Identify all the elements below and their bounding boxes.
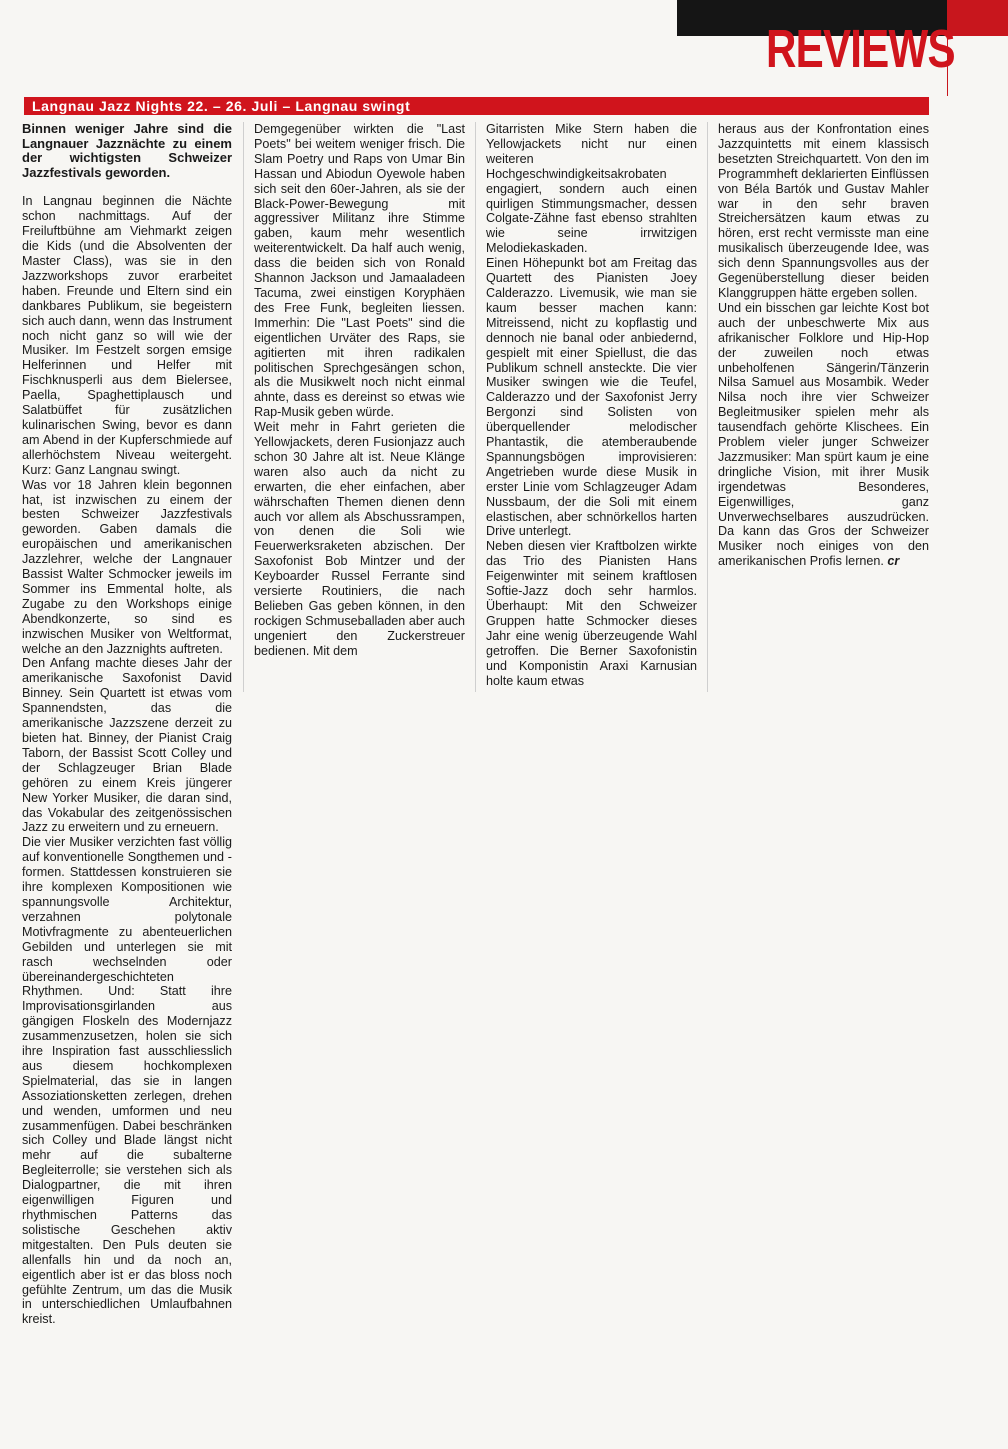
author-signature: cr bbox=[887, 554, 900, 569]
paragraph-text: Und ein bisschen gar leichte Kost bot auch der unbeschwerte Mix aus afrikanischer Folklore und Hip-Hop der zuweilen noch etwas unbeholfenen Sängerin/Tänzerin Nilsa Samuel aus Mosambik. Weder Nilsa noch ihre vier Schweizer Begleitmusiker spielen mehr als tausendfach gehörte Klischees. Ein Problem vieler junger Schweizer Jazzmusiker: Man spürt kaum je eine dringliche Vision, mit ihrer Musik irgendetwas Besonderes, Eigenwilliges, ganz Unverwechselbares auszudrücken. Da kann das Gros der Schweizer Musiker noch einiges von den amerikanischen Profis lernen. bbox=[718, 300, 929, 569]
column-rule bbox=[243, 122, 244, 692]
paragraph: Gitarristen Mike Stern haben die Yellowjackets nicht nur einen weiteren Hochgeschwindigkeitsakrobaten engagiert, sondern auch einen quirligen Stimmungsmacher, dessen Colgate-Zähne fast ebenso strahlten wie seine irrwitzigen Melodiekaskaden. bbox=[486, 122, 697, 256]
paragraph: Was vor 18 Jahren klein begonnen hat, ist inzwischen zu einem der besten Schweizer Jazzfestivals geworden. Gaben damals die europäischen und amerikanischen Jazzlehrer, welche der Langnauer Bassist Walter Schmocker jeweils im Sommer ins Emmental holte, als Zugabe zu den Workshops einige Abendkonzerte, so sind es inzwischen Musiker von Weltformat, welche an den Jazznights auftreten. bbox=[22, 477, 232, 656]
paragraph: Demgegenüber wirkten die "Last Poets" bei weitem weniger frisch. Die Slam Poetry und Raps von Umar Bin Hassan und Abiodun Oyewole haben sich seit den 60er-Jahren, als sie der Black-Power-Bewegung mit aggressiver Militanz ihre Stimme gaben, kaum mehr wesentlich weiterentwickelt. Da half auch wenig, dass die beiden sich von Ronald Shannon Jackson und Jamaaladeen Tacuma, zwei einstigen Koryphäen des Free Funk, begleiten liessen. Immerhin: Die "Last Poets" sind die eigentlichen Urväter des Raps, sie agitierten mit ihren radikalen politischen Sprechgesängen schon, als die Musikwelt noch nicht einmal ahnte, dass es dereinst so etwas wie Rap-Musik geben würde. bbox=[254, 122, 465, 420]
article-lead: Binnen weniger Jahre sind die Langnauer Jazznächte zu einem der wichtigsten Schweizer Jazzfestivals geworden. bbox=[22, 121, 232, 180]
article-column-3 bbox=[486, 122, 697, 688]
corner-red-block bbox=[947, 0, 1008, 36]
column-rule bbox=[475, 122, 476, 692]
section-label: REVIEWS bbox=[766, 19, 955, 79]
paragraph: Neben diesen vier Kraftbolzen wirkte das Trio des Pianisten Hans Feigenwinter mit seinem kraftlosen Softie-Jazz doch sehr harmlos. Überhaupt: Mit den Schweizer Gruppen hatte Schmocker dieses Jahr eine wenig überzeugende Wahl getroffen. Die Berner Saxofonistin und Komponistin Araxi Karnusian holte kaum etwas bbox=[486, 539, 697, 688]
article-column-4 bbox=[718, 122, 929, 569]
paragraph: Weit mehr in Fahrt gerieten die Yellowjackets, deren Fusionjazz auch schon 30 Jahre alt ist. Neue Klänge waren also auch da nicht zu erwarten, die eher einfachen, aber währschaften Themen dienen denn auch vor allem als Abschussrampen, von denen die Soli wie Feuerwerksraketen abzischen. Der Saxofonist Bob Mintzer und der Keyboarder Russel Ferrante sind versierte Routiniers, die nach Belieben Gas geben können, in den rockigen Schmuseballaden aber auch ungeniert den Zuckerstreuer bedienen. Mit dem bbox=[254, 420, 465, 658]
paragraph: Einen Höhepunkt bot am Freitag das Quartett des Pianisten Joey Calderazzo. Livemusik, wie man sie kaum besser machen kann: Mitreissend, nicht zu kopflastig und dennoch nie banal oder anbiedernd, gespielt mit einer Spiellust, die das Publikum schnell ansteckte. Die vier Musiker swingen wie die Teufel, Calderazzo und der Saxofonist Jerry Bergonzi sind Solisten von überquellender melodischer Phantastik, die atemberaubende Spannungsbögen improvisieren: Angetrieben wurde diese Musik in erster Linie vom Schlagzeuger Adam Nussbaum, der die Soli mit einem elastischen, aber schnörkellos harten Drive unterlegt. bbox=[486, 256, 697, 539]
column-rule bbox=[707, 122, 708, 692]
paragraph: Die vier Musiker verzichten fast völlig auf konventionelle Songthemen und -formen. Stattdessen konstruieren sie ihre komplexen Kompositionen wie spannungsvolle Architektur, verzahnen polytonale Motivfragmente zu abenteuerlichen Gebilden und unterlegen sie mit rasch wechselnden oder übereinandergeschichteten Rhythmen. Und: Statt ihre Improvisationsgirlanden aus gängigen Floskeln des Modernjazz zusammenzusetzen, holen sie sich ihre Inspiration fast ausschliesslich aus diesem hochkomplexen Spielmaterial, das sie in langen Assoziationsketten zerlegen, drehen und wenden, umformen und neu zusammenfügen. Dabei beschränken sich Colley und Blade längst nicht mehr auf die subalterne Begleiterrolle; sie verstehen sich als Dialogpartner, die mit ihren eigenwilligen Figuren und rhythmischen Patterns das solistische Geschehen aktiv mitgestalten. Den Puls deuten sie allenfalls hin und da noch an, eigentlich aber ist er das bloss noch gefühlte Zentrum, um das die Musik in unterschiedlichen Umlaufbahnen kreist. bbox=[22, 835, 232, 1327]
paragraph: Den Anfang machte dieses Jahr der amerikanische Saxofonist David Binney. Sein Quartett ist etwas vom Spannendsten, das die amerikanische Jazzszene derzeit zu bieten hat. Binney, der Pianist Craig Taborn, der Bassist Scott Colley und der Schlagzeuger Brian Blade gehören zu einem Kreis jüngerer New Yorker Musiker, die daran sind, das Vokabular des zeitgenössischen Jazz zu erweitern und zu erneuern. bbox=[22, 656, 232, 835]
article-column-2 bbox=[254, 122, 465, 659]
paragraph bbox=[718, 301, 929, 569]
paragraph: heraus aus der Konfrontation eines Jazzquintetts mit einem klassisch besetzten Streichquartett. Von den im Programmheft deklarierten Einflüssen von Béla Bartók und Gustav Mahler war in den sehr braven Streichersätzen kaum etwas zu hören, erst recht vermisste man eine musikalisch überzeugende Idee, was sich denn Spannungsvolles aus der Gegenüberstellung dieser beiden Klanggruppen hätte ergeben sollen. bbox=[718, 122, 929, 300]
headline-bar bbox=[24, 97, 929, 115]
article-column-1 bbox=[22, 122, 232, 1327]
paragraph: In Langnau beginnen die Nächte schon nachmittags. Auf der Freiluftbühne am Viehmarkt zeigen die Kids (und die Absolventen der Master Class), was sie in den Jazzworkshops zuvor erarbeitet haben. Freunde und Eltern sind ein dankbares Publikum, sie begeistern sich auch dann, wenn das Instrument noch nicht ganz so will wie der Musiker. Im Festzelt sorgen emsige Helferinnen und Helfer mit Fischknusperli aus dem Bielersee, Paella, Spaghettiplausch und Salatbüffet für zusätzlichen kulinarischen Swing, bevor es dann am Abend in der Kupferschmiede auf allerhöchstem Niveau weitergeht. Kurz: Ganz Langnau swingt. bbox=[22, 194, 232, 477]
article-headline: Langnau Jazz Nights 22. – 26. Juli – Langnau swingt bbox=[32, 98, 411, 114]
